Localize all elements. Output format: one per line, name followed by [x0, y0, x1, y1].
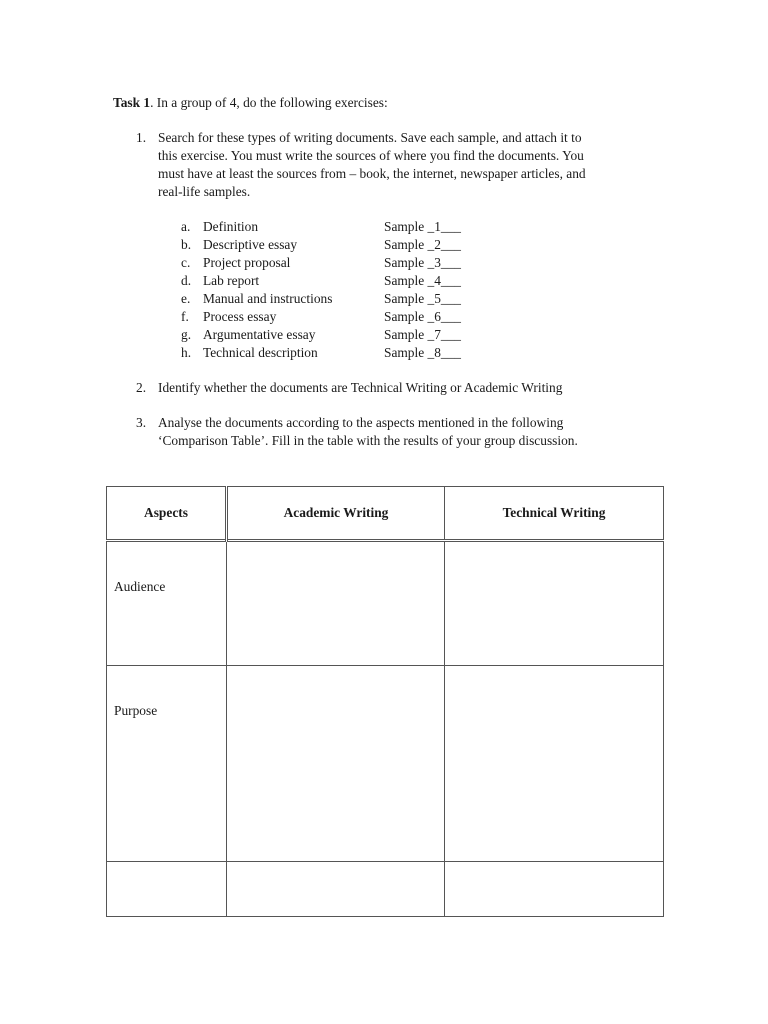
item-3-number: 3. — [136, 415, 147, 430]
sublist-sample: Sample _4___ — [384, 273, 461, 288]
header-aspects: Aspects — [107, 487, 227, 541]
sublist-name: Descriptive essay — [203, 237, 298, 252]
sublist-letter: c. — [181, 255, 191, 270]
table-row — [107, 862, 664, 917]
item-2-line-1: Identify whether the documents are Technical Writing or Academic Writing — [158, 380, 563, 395]
item-3-line-2: ‘Comparison Table’. Fill in the table with the results of your group discussion. — [158, 433, 578, 448]
academic-cell[interactable] — [227, 541, 445, 666]
sublist-name: Lab report — [203, 273, 260, 288]
sublist-letter: f. — [181, 309, 189, 324]
sublist-sample: Sample _7___ — [384, 327, 461, 342]
table-row — [107, 541, 664, 666]
task-text: . In a group of 4, do the following exercises: — [150, 95, 388, 110]
row-aspect-cell — [107, 862, 227, 917]
item-2-number: 2. — [136, 380, 147, 395]
sublist-name: Technical description — [203, 345, 318, 360]
technical-cell[interactable] — [445, 666, 664, 862]
academic-cell[interactable] — [227, 862, 445, 917]
row-aspect-cell: Purpose — [107, 666, 227, 862]
task-label: Task 1 — [113, 95, 151, 110]
item-1-line-2: this exercise. You must write the sources of where you find the documents. You — [158, 148, 584, 163]
sublist-letter: e. — [181, 291, 191, 306]
item-1-line-4: real-life samples. — [158, 184, 251, 199]
item-1-line-3: must have at least the sources from – book, the internet, newspaper articles, and — [158, 166, 586, 181]
item-1-number: 1. — [136, 130, 147, 145]
sublist-name: Process essay — [203, 309, 277, 324]
sublist-name: Argumentative essay — [203, 327, 316, 342]
sublist-letter: d. — [181, 273, 192, 288]
table-row — [107, 666, 664, 862]
header-academic-writing: Academic Writing — [227, 487, 445, 541]
table-header-row — [107, 487, 664, 541]
technical-cell[interactable] — [445, 862, 664, 917]
row-aspect-cell: Audience — [107, 541, 227, 666]
sublist-name: Project proposal — [203, 255, 291, 270]
technical-cell[interactable] — [445, 541, 664, 666]
sublist-sample: Sample _3___ — [384, 255, 461, 270]
sublist-letter: g. — [181, 327, 192, 342]
sublist-letter: h. — [181, 345, 192, 360]
sublist-letter: a. — [181, 219, 191, 234]
sublist-name: Manual and instructions — [203, 291, 333, 306]
comparison-table — [106, 486, 664, 917]
task-heading — [113, 94, 388, 112]
header-technical-writing: Technical Writing — [445, 487, 664, 541]
item-3-line-1: Analyse the documents according to the aspects mentioned in the following — [158, 415, 564, 430]
sublist-sample: Sample _8___ — [384, 345, 461, 360]
academic-cell[interactable] — [227, 666, 445, 862]
sublist-name: Definition — [203, 219, 259, 234]
sublist-sample: Sample _6___ — [384, 309, 461, 324]
item-1-line-1: Search for these types of writing documents. Save each sample, and attach it to — [158, 130, 582, 145]
sublist-sample: Sample _1___ — [384, 219, 461, 234]
sublist-sample: Sample _2___ — [384, 237, 461, 252]
sublist-sample: Sample _5___ — [384, 291, 461, 306]
sublist-letter: b. — [181, 237, 192, 252]
